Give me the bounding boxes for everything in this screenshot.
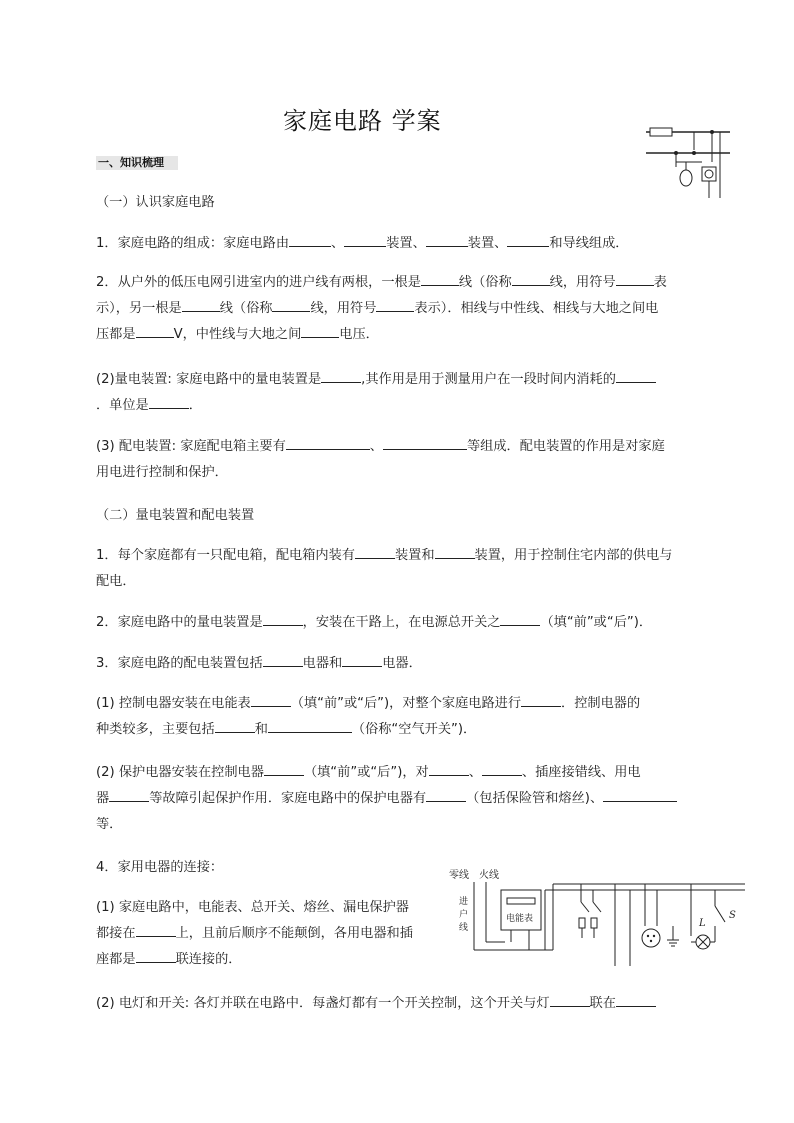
paragraph-9: (2) 保护电器安装在控制电器 （填“前”或“后”)，对 、 、插座接错线、用电 器 等故障引起保护作用．家庭电路中的保护电器有 （包括保险管和熔丝)、 等． — [96, 760, 706, 838]
switch-label: S — [729, 910, 736, 921]
lamp-label: L — [699, 918, 706, 929]
incoming-label-1: 进 — [459, 897, 469, 907]
paragraph-1: 1．家庭电路的组成：家庭电路由 、 装置、 装置、 和导线组成． — [96, 231, 706, 257]
paragraph-10: 4．家用电器的连接： — [96, 860, 224, 875]
subheading-1: （一）认识家庭电路 — [96, 195, 215, 210]
paragraph-5: 1．每个家庭都有一只配电箱，配电箱内装有 装置和 装置，用于控制住宅内部的供电与 配电． — [96, 543, 706, 595]
paragraph-6: 2．家庭电路中的量电装置是 ，安装在干路上，在电源总开关之 （填“前”或“后”)． — [96, 610, 706, 636]
neutral-label: 零线 — [449, 870, 469, 881]
incoming-label-3: 线 — [459, 923, 469, 933]
paragraph-3: (2)量电装置: 家庭电路中的量电装置是 ,其作用是用于测量用户在一段时间内消耗的 ．单位是 ． — [96, 367, 706, 419]
meter-label: 电能表 — [506, 914, 534, 924]
page-title: 家庭电路 学案 — [283, 107, 442, 135]
paragraph-12: (2) 电灯和开关: 各灯并联在电路中．每盏灯都有一个开关控制，这个开关与灯 联在 — [96, 991, 706, 1017]
paragraph-2: 2．从户外的低压电网引进室内的进户线有两根，一根是 线（俗称 线，用符号 表 示），另一根是 线（俗称 线，用符号 表示）．相线与中性线、相线与大地之间电 压都是 V，中性线与大地之间 电压． — [96, 270, 706, 348]
household-circuit-diagram — [445, 866, 745, 966]
incoming-label-2: 户 — [459, 910, 469, 920]
paragraph-8: (1) 控制电器安装在电能表 （填“前”或“后”)，对整个家庭电路进行 ．控制电器的 种类较多，主要包括 和 （俗称“空气开关”)． — [96, 691, 706, 743]
paragraph-7: 3．家庭电路的配电装置包括 电器和 电器． — [96, 651, 706, 677]
live-label: 火线 — [479, 870, 499, 881]
paragraph-11: (1) 家庭电路中，电能表、总开关、熔丝、漏电保护器 都接在 上，且前后顺序不能颠倒，各用电器和插 座都是 联连接的． — [96, 900, 413, 967]
subheading-2: （二）量电装置和配电装置 — [96, 508, 255, 523]
paragraph-4: (3) 配电装置: 家庭配电箱主要有 、 等组成．配电装置的作用是对家庭 用电进行控制和保护． — [96, 434, 706, 486]
section-heading: 一、知识梳理 — [96, 156, 178, 170]
